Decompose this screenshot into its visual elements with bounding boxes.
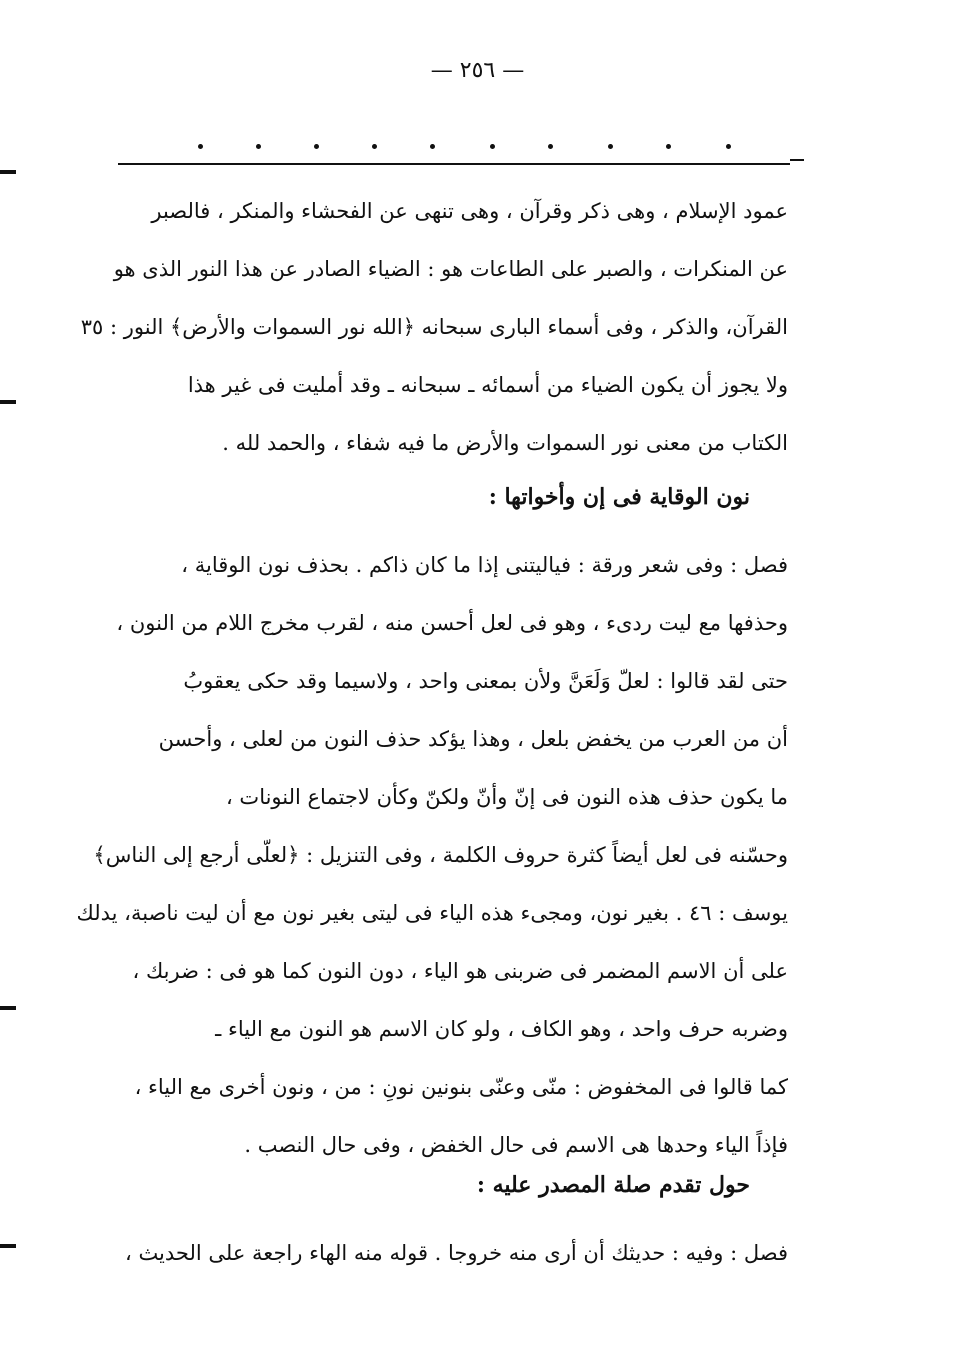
ornament-dot	[198, 144, 203, 149]
text-line: عن المنكرات ، والصبر على الطاعات هو : الضياء الصادر عن هذا النور الذى هو	[113, 257, 788, 281]
margin-mark	[0, 170, 16, 174]
ornament-dot	[430, 144, 435, 149]
text-line: فصل : وفيه : حديثك أن أرى منه خروجا . قوله منه الهاء راجعة على الحديث ،	[124, 1241, 788, 1265]
text-line: ما يكون حذف هذه النون فى إنّ وأنّ ولكنّ وكأن لاجتماع النونات ،	[225, 785, 788, 809]
text-line: كما قالوا فى المخفوض : منّى وعنّى بنونين نونِ : من ، ونون أخرى مع الياء ،	[134, 1075, 788, 1099]
header-rule-tick	[790, 159, 804, 161]
text-line: عمود الإسلام ، وهى ذكر وقرآن ، وهى تنهى عن الفحشاء والمنكر ، فالصبر	[151, 199, 788, 223]
text-line: على أن الاسم المضمر فى ضربنى هو الياء ، دون النون كما هو فى : ضربك ،	[132, 959, 788, 983]
text-line: حتى لقد قالوا : لعلّ وَلَعَنَّ ولأن بمعنى واحد ، ولاسيما وقد حكى يعقوبُ	[183, 669, 788, 693]
text-line: فصل : وفى شعر ورقة : فياليتنى إذا ما كان ذاكم . بحذف نون الوقاية ،	[181, 553, 788, 577]
text-line: يوسف : ٤٦ . بغير نون، ومجىء هذه الياء فى ليتى بغير نون مع أن ليت ناصبة، يدلك	[76, 901, 788, 925]
text-line: وضربه حرف واحد ، وهو الكاف ، ولو كان الاسم هو النون مع الياء ـ	[215, 1017, 788, 1041]
section-heading: نون الوقاية فى إن وأخواتها :	[488, 484, 750, 510]
text-line: فإذاً الياء وحدها هى الاسم فى حال الخفض ، وفى حال النصب .	[244, 1133, 788, 1157]
page-number: — ٢٥٦ —	[430, 58, 525, 83]
ornament-dot	[372, 144, 377, 149]
text-line: القرآن، والذكر ، وفى أسماء البارى سبحانه ﴿الله نور السموات والأرض﴾ النور : ٣٥	[80, 315, 788, 339]
section-heading: حول تقدم صلة المصدر عليه :	[476, 1172, 750, 1198]
ornament-dot	[608, 144, 613, 149]
ornament-dot	[548, 144, 553, 149]
ornament-dot	[490, 144, 495, 149]
text-line: وحذفها مع ليت ردىء ، وهو فى لعل أحسن منه ، لقرب مخرج اللام من النون ،	[116, 611, 788, 635]
margin-mark	[0, 1244, 16, 1248]
margin-mark	[0, 400, 16, 404]
margin-mark	[0, 1006, 16, 1010]
text-line: ولا يجوز أن يكون الضياء من أسمائه ـ سبحانه ـ وقد أمليت فى غير هذا	[187, 373, 788, 397]
text-line: وحسّنه فى لعل أيضاً كثرة حروف الكلمة ، وفى التنزيل : ﴿لعلّى أرجع إلى الناس﴾	[93, 843, 788, 867]
ornament-dot	[726, 144, 731, 149]
ornament-dot	[314, 144, 319, 149]
ornament-dots	[168, 136, 738, 156]
paragraph-1	[80, 182, 788, 472]
ornament-dot	[256, 144, 261, 149]
ornament-dot	[666, 144, 671, 149]
text-line: أن من العرب من يخفض بلعل ، وهذا يؤكد حذف النون من لعلى ، وأحسن	[158, 727, 788, 751]
paragraph-3	[124, 1224, 788, 1282]
header-rule	[118, 163, 790, 165]
paragraph-2	[76, 536, 788, 1174]
text-line: الكتاب من معنى نور السموات والأرض ما فيه شفاء ، والحمد لله .	[222, 431, 788, 455]
